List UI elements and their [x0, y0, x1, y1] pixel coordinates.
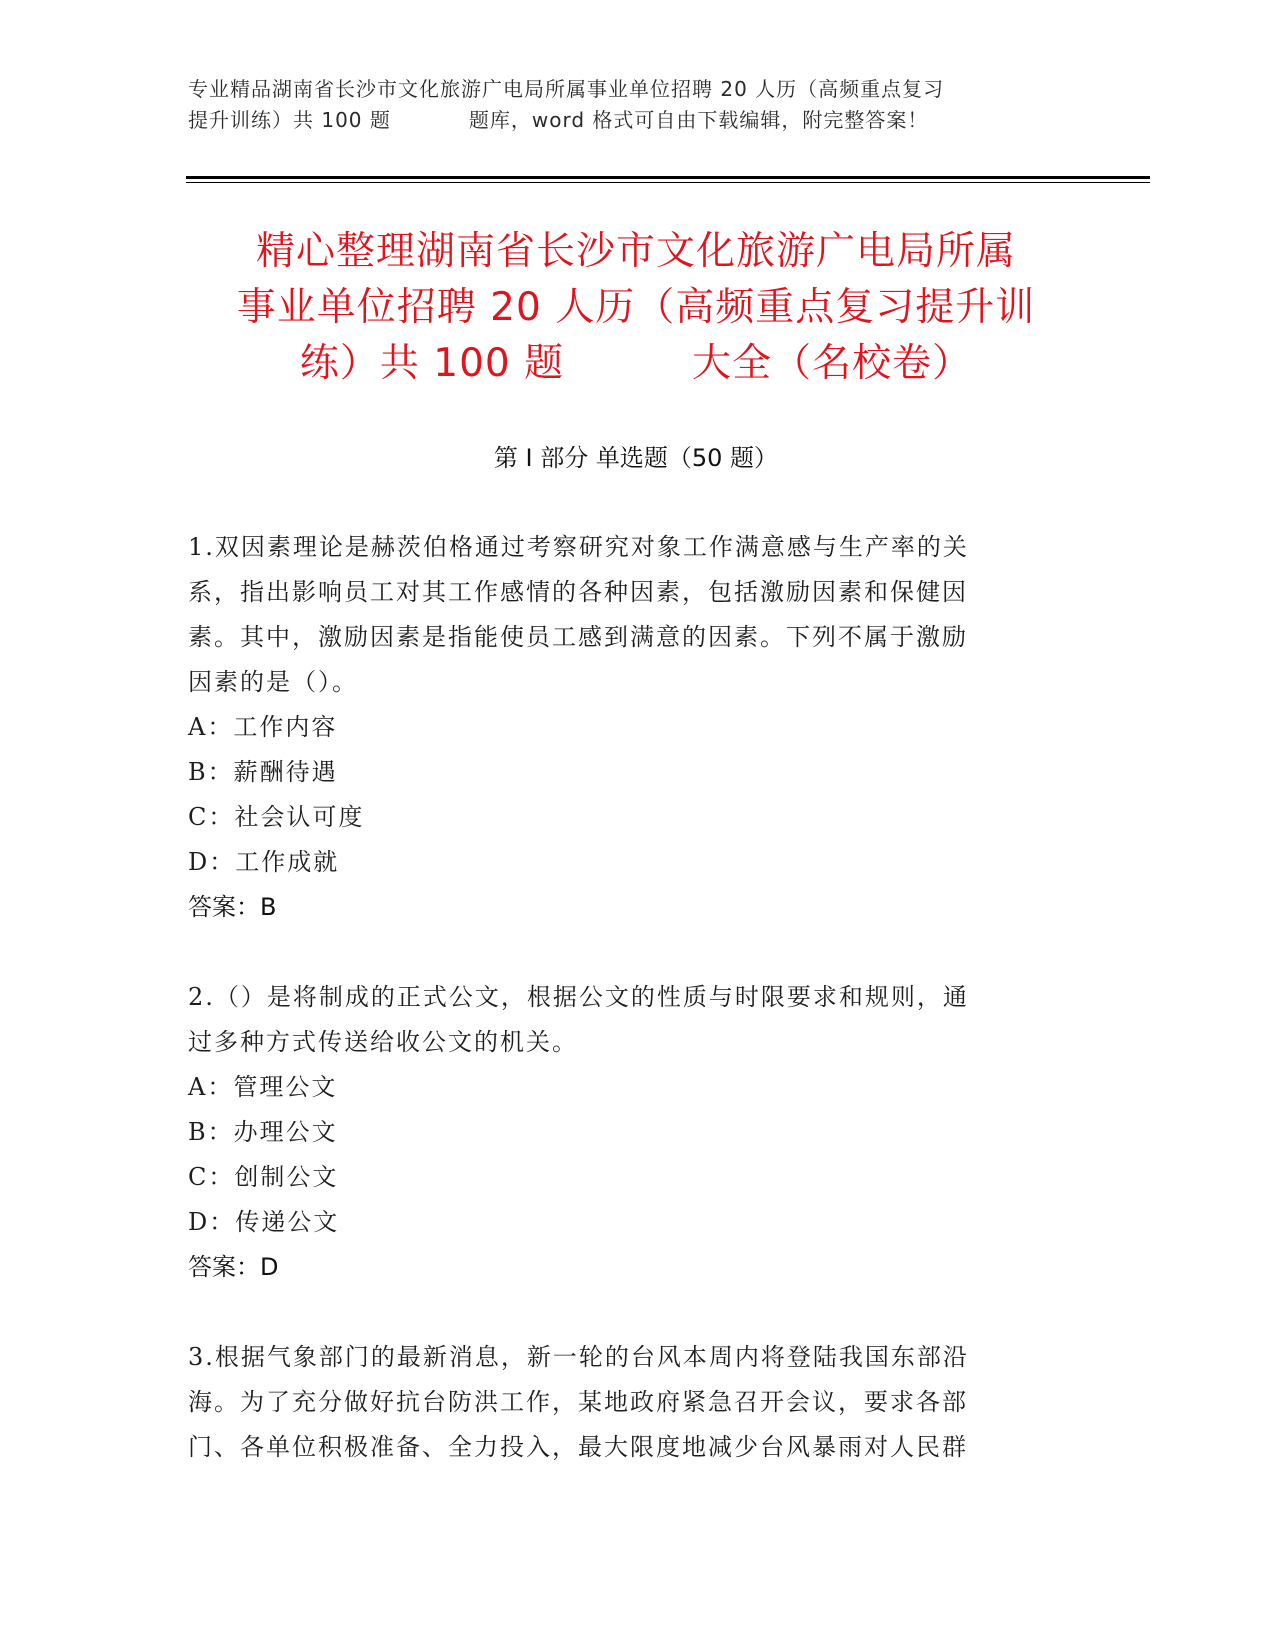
question-2-line-1: 2.（）是将制成的正式公文，根据公文的性质与时限要求和规则，通 [188, 983, 969, 1011]
question-1-line-3: 素。其中，激励因素是指能使员工感到满意的因素。下列不属于激励 [188, 623, 968, 651]
header-line-2 [188, 105, 1068, 136]
title-line-3 [186, 336, 1086, 392]
header-line-2b: 题库，word 格式可自由下载编辑，附完整答案！ [468, 108, 929, 132]
question-2-option-b: B：办理公文 [188, 1118, 338, 1146]
header-line-2a: 提升训练）共 100 题 [188, 108, 391, 132]
header-divider-thick [186, 176, 1150, 179]
question-3-line-3: 门、各单位积极准备、全力投入，最大限度地减少台风暴雨对人民群 [188, 1433, 968, 1461]
question-1-option-b: B：薪酬待遇 [188, 758, 338, 786]
question-1-option-c: C：社会认可度 [188, 803, 365, 831]
title-line-2: 事业单位招聘 20 人历（高频重点复习提升训 [236, 285, 1036, 330]
section-title: 第 I 部分 单选题（50 题） [493, 444, 779, 472]
question-2-line-2: 过多种方式传送给收公文的机关。 [188, 1028, 578, 1056]
question-1-line-1: 1.双因素理论是赫茨伯格通过考察研究对象工作满意感与生产率的关 [188, 533, 969, 561]
question-1-answer: 答案：B [188, 893, 277, 921]
title-line-3b: 大全（名校卷） [692, 341, 973, 386]
question-1 [188, 525, 1058, 930]
question-1-option-a: A：工作内容 [188, 713, 338, 741]
question-1-line-2: 系，指出影响员工对其工作感情的各种因素，包括激励因素和保健因 [188, 578, 968, 606]
header-divider-thin [186, 182, 1150, 183]
title-line-3a: 练）共 100 题 [299, 341, 565, 386]
question-2-option-c: C：创制公文 [188, 1163, 339, 1191]
question-1-line-4: 因素的是（）。 [188, 668, 358, 696]
question-2 [188, 975, 1058, 1290]
question-2-option-d: D：传递公文 [188, 1208, 340, 1236]
question-3-line-2: 海。为了充分做好抗台防洪工作，某地政府紧急召开会议，要求各部 [188, 1388, 968, 1416]
question-list [188, 525, 1058, 1470]
page-header [188, 74, 1068, 136]
header-line-1: 专业精品湖南省长沙市文化旅游广电局所属事业单位招聘 20 人历（高频重点复习 [188, 77, 945, 101]
title-line-1: 精心整理湖南省长沙市文化旅游广电局所属 [255, 229, 1016, 274]
question-2-option-a: A：管理公文 [188, 1073, 338, 1101]
question-1-option-d: D：工作成就 [188, 848, 340, 876]
question-3 [188, 1335, 1058, 1470]
question-2-answer: 答案：D [188, 1253, 279, 1281]
question-3-line-1: 3.根据气象部门的最新消息，新一轮的台风本周内将登陆我国东部沿 [188, 1343, 969, 1371]
document-title [186, 224, 1086, 392]
